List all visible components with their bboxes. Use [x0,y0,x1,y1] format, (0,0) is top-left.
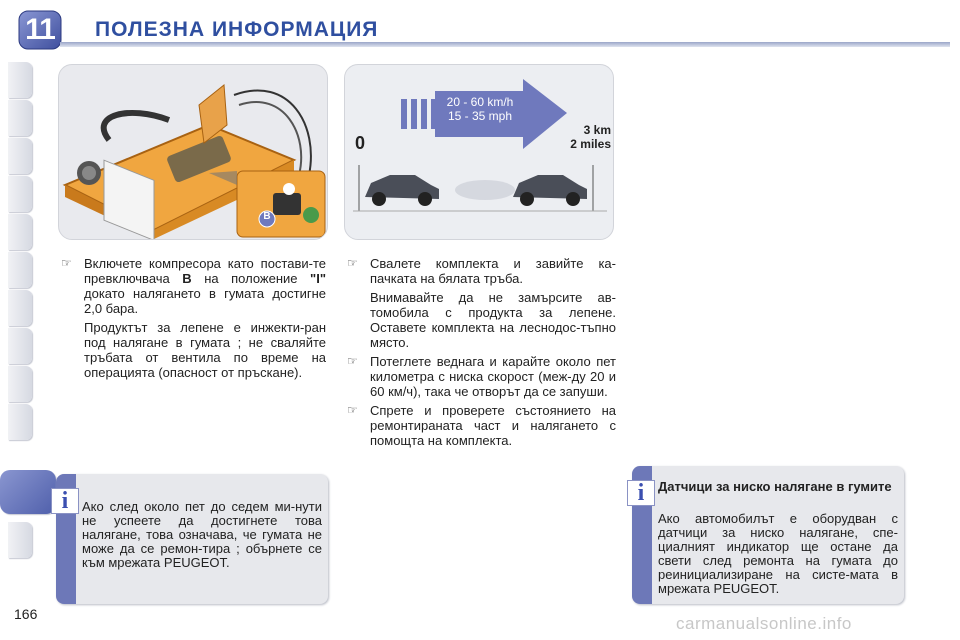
compressor-kit-illustration [59,65,327,239]
switch-label-b: B [263,211,271,222]
chapter-tabs [8,62,32,582]
chapter-tab[interactable] [8,62,32,98]
right-column [342,256,616,452]
pointing-hand-icon: ☞ [347,403,358,417]
info-box-text: Ако след около пет до седем ми-нути не успеете да достигнете това налягане, това означава, че гумата не може да се ремон-тира ; обърнете се към мрежата PEUGEOT. [82,499,322,570]
bullet-text-bold: "I" [310,271,326,286]
info-icon: i [51,488,79,514]
instruction-bullet [342,354,616,399]
pointing-hand-icon: ☞ [347,256,358,270]
compressor-kit-photo [58,64,328,240]
distance-miles: 2 miles [570,137,611,151]
info-icon: i [627,480,655,506]
header-divider [60,42,950,47]
page-number: 166 [14,606,38,622]
distance-km: 3 km [583,123,611,137]
info-box-pressure [56,474,328,604]
bullet-text: докато налягането в гумата достигне 2,0 бара. [84,286,326,316]
instruction-bullet [342,256,616,286]
instruction-bullet [342,403,616,448]
driving-diagram [344,64,614,240]
chapter-tab[interactable] [8,290,32,326]
chapter-tab[interactable] [8,404,32,440]
chapter-tab[interactable] [8,176,32,212]
speed-kmh: 20 - 60 km/h [446,95,514,109]
chapter-badge [18,10,62,50]
instruction-paragraph: Продуктът за лепене е инжекти-ран под налягане в гумата ; не сваляйте тръбата от вентила по време на операцията (опасност от пръскане). [84,320,326,380]
chapter-tab[interactable] [8,522,32,558]
start-marker: 0 [355,133,366,153]
chapter-tab[interactable] [8,252,32,288]
left-column [56,256,326,384]
info-box-text: Ако автомобилът е оборудван с датчици за ниско налягане, спе-циалният индикатор ще остане да свети след ремонта на гумата до реинициализиране на систе-мата в мрежата PEUGEOT. [658,511,898,596]
instruction-paragraph: Внимавайте да не замърсите ав-томобила с продукта за лепене. Оставете комплекта на леснодос-тъпно място. [370,290,616,350]
instruction-bullet [56,256,326,316]
bullet-text: Свалете комплекта и завийте ка-пачката на бялата тръба. [370,256,616,286]
info-box-sensors [632,466,904,604]
chapter-tab-active[interactable] [0,470,56,514]
chapter-tab[interactable] [8,138,32,174]
chapter-tab[interactable] [8,214,32,250]
info-box-title: Датчици за ниско налягане в гумите [658,479,892,494]
watermark: carmanualsonline.info [676,614,852,633]
bullet-text: Потеглете веднага и карайте около пет километра с ниска скорост (меж-ду 20 и 60 км/ч), така че отворът да се запуши. [370,354,616,399]
page-title: ПОЛЕЗНА ИНФОРМАЦИЯ [95,18,379,41]
bullet-text-bold: B [182,271,192,286]
chapter-tab[interactable] [8,100,32,136]
chapter-tab[interactable] [8,328,32,364]
chapter-tab[interactable] [8,366,32,402]
bullet-text: на положение [191,271,311,286]
bullet-text: Включете компресора като постави-те превключвача [84,256,326,286]
pointing-hand-icon: ☞ [61,256,72,270]
bullet-text: Спрете и проверете състоянието на ремонтираната част и налягането с помощта на комплекта. [370,403,616,448]
speed-mph: 15 - 35 mph [447,109,513,123]
pointing-hand-icon: ☞ [347,354,358,368]
speed-label [437,95,523,123]
chapter-number: 11 [25,13,55,46]
driving-diagram-graphic [345,65,613,239]
distance-label [559,123,611,151]
